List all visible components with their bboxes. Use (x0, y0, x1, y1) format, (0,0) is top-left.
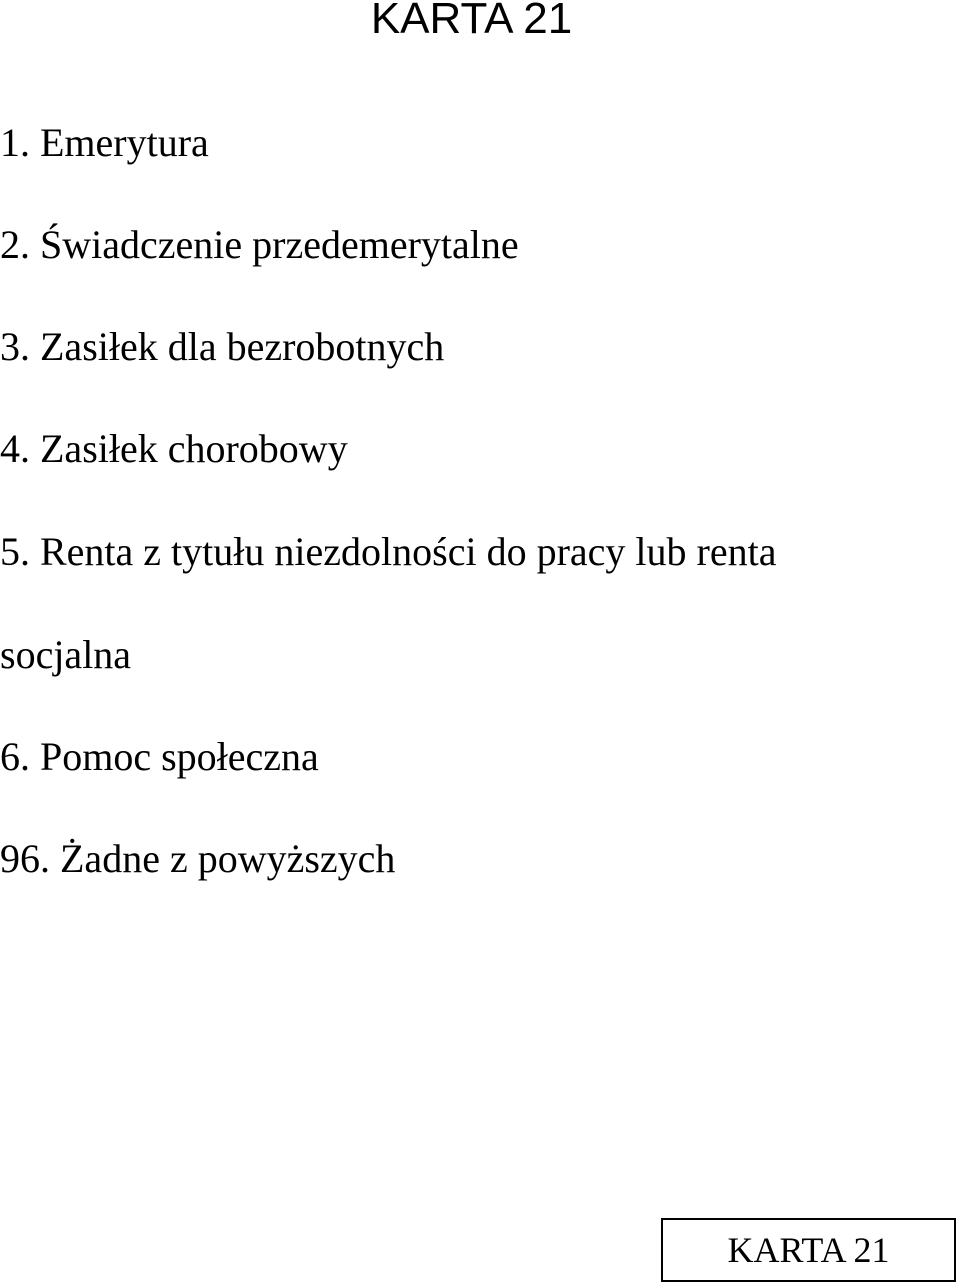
list-item-zasilek-chorobowy: 4. Zasiłek chorobowy (0, 426, 348, 471)
list-item-swiadczenie-przedemerytalne: 2. Świadczenie przedemerytalne (0, 222, 519, 267)
list-item-renta-text: 5. Renta z tytułu niezdolności do pracy lub renta socjalna (0, 529, 777, 677)
list-item-emerytura: 1. Emerytura (0, 120, 209, 165)
list-item-zadne: 96. Żadne z powyższych (0, 836, 396, 881)
card-label-box: KARTA 21 (661, 1218, 956, 1282)
list-item-renta (0, 500, 960, 706)
page-title: KARTA 21 (370, 0, 573, 43)
answer-list (0, 118, 960, 936)
list-item-pomoc-spoleczna: 6. Pomoc społeczna (0, 734, 319, 779)
list-item-zasilek-dla-bezrobotnych: 3. Zasiłek dla bezrobotnych (0, 324, 445, 369)
